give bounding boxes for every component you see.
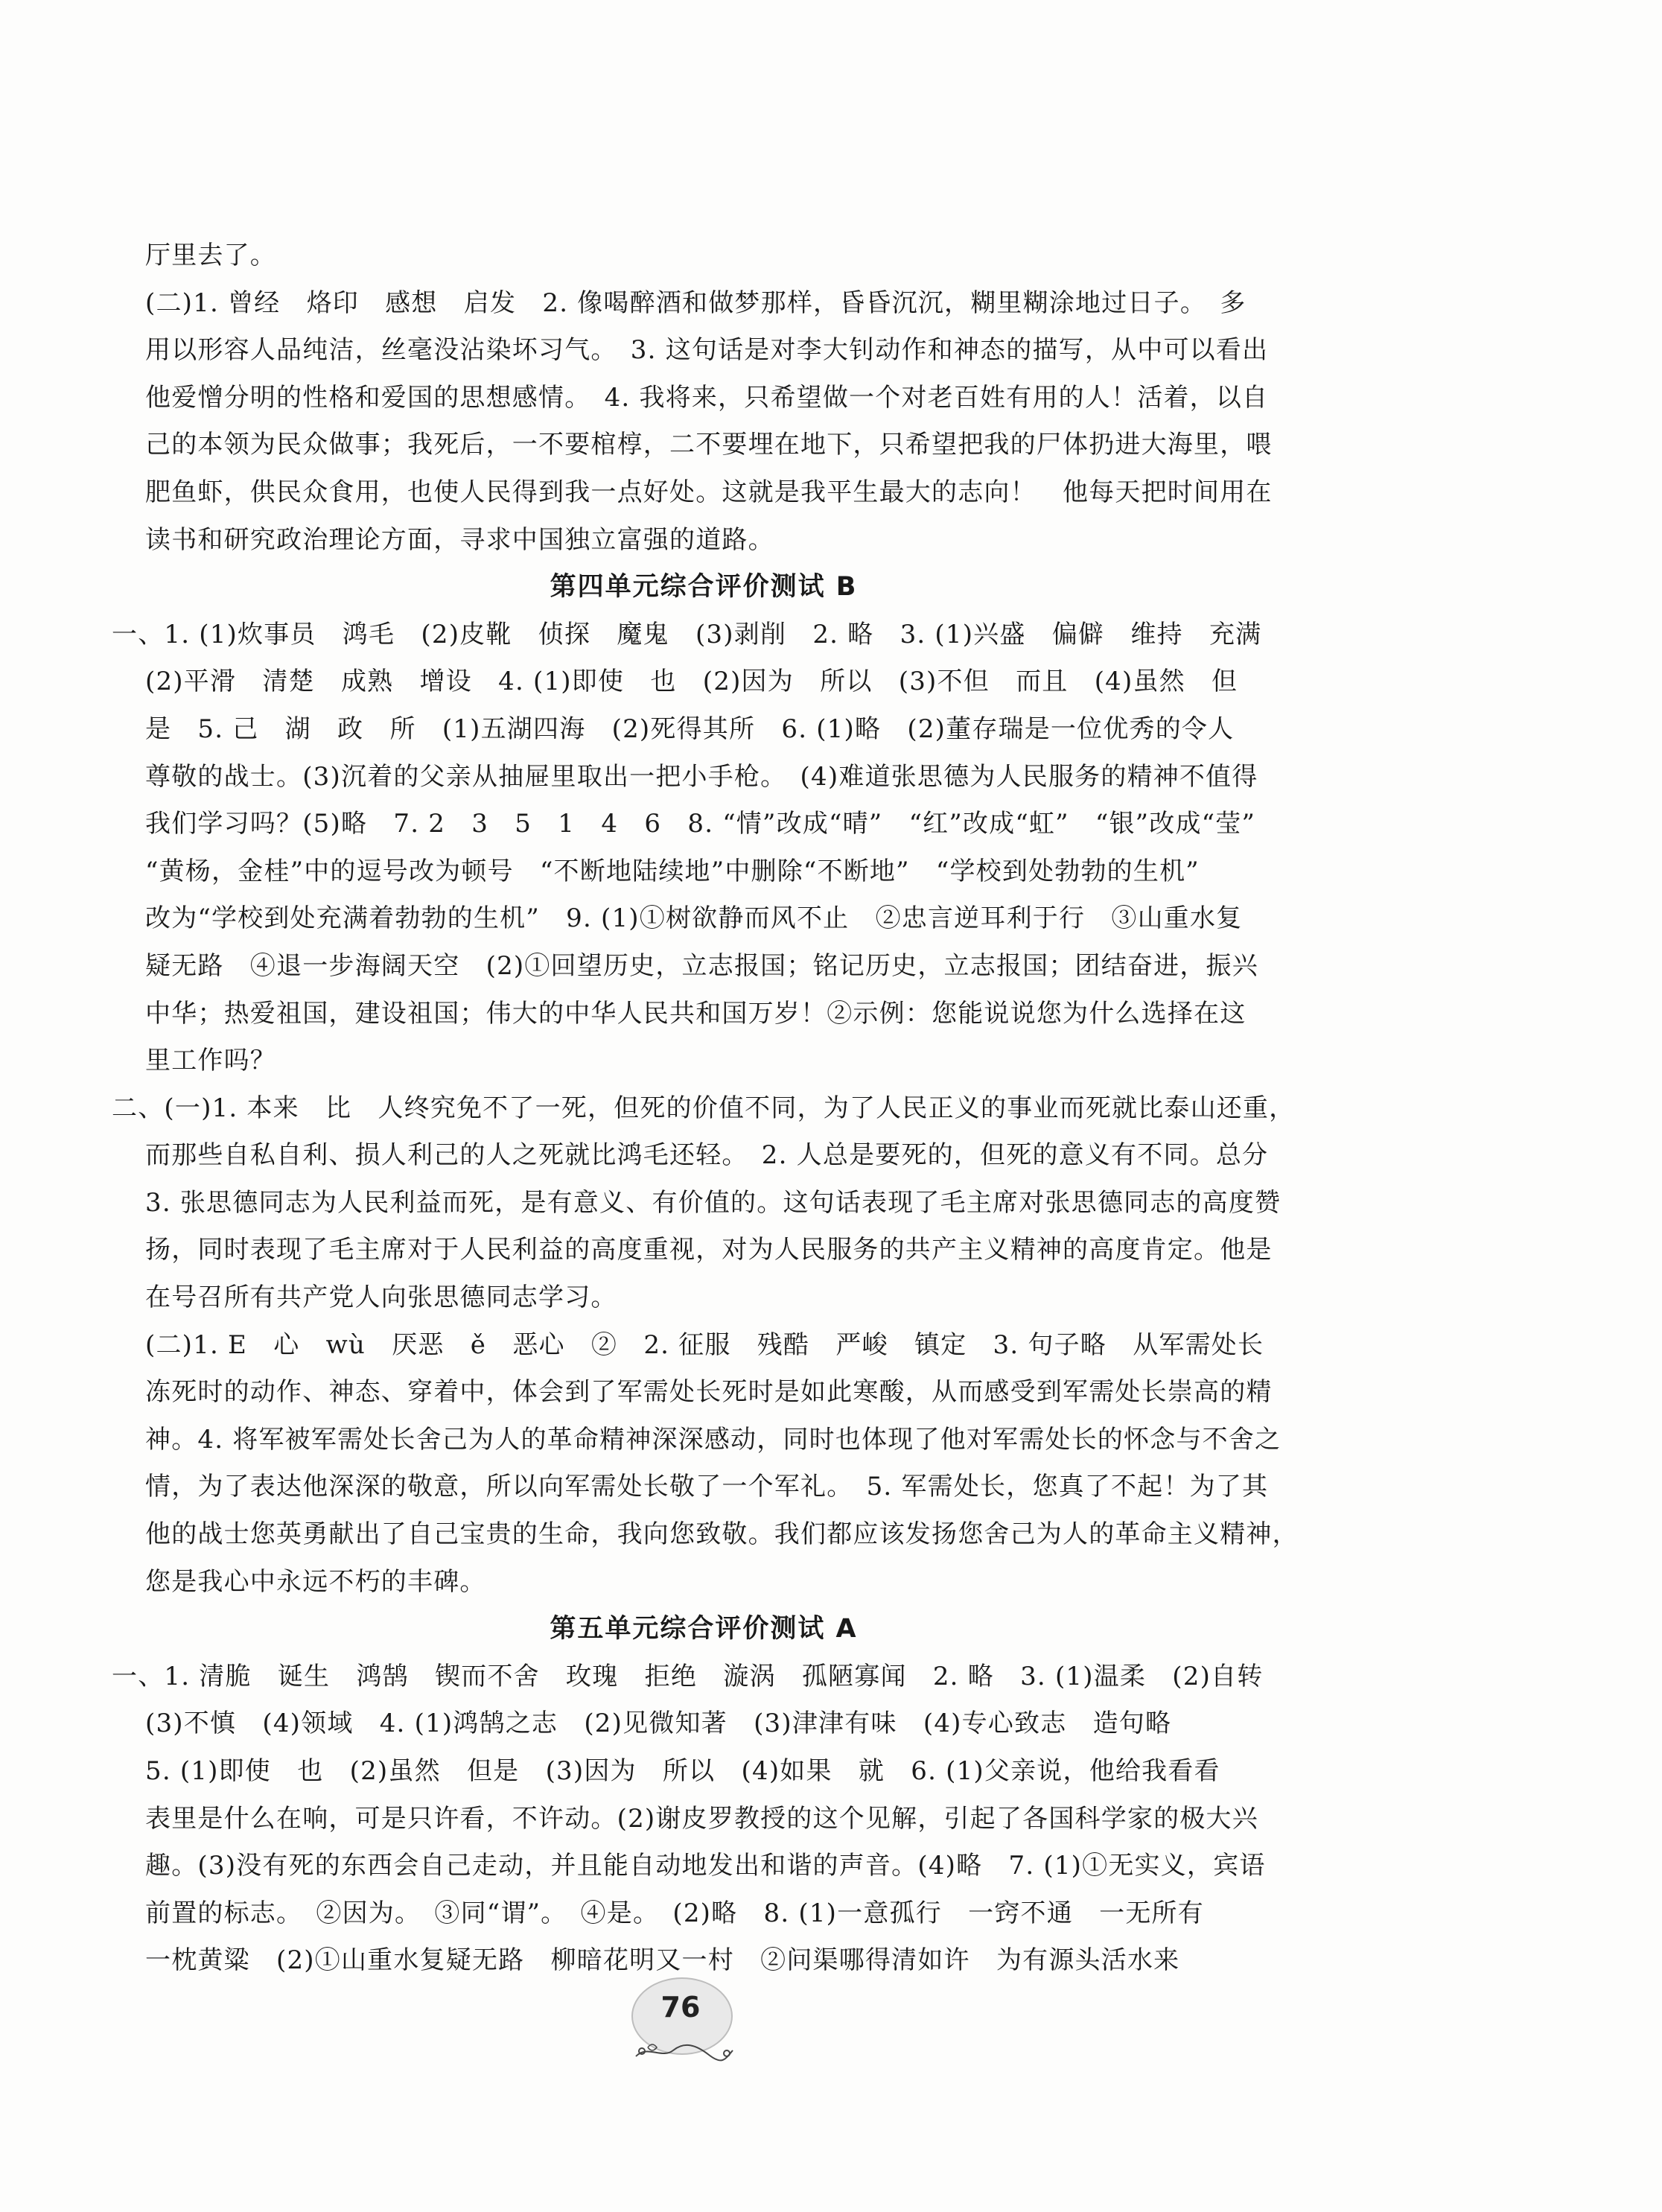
text-line: (二)1. 曾经 烙印 感想 启发 2. 像喝醉酒和做梦那样，昏昏沉沉，糊里糊涂地过日子。 多 (145, 287, 1246, 318)
text-line: 5. (1)即使 也 (2)虽然 但是 (3)因为 所以 (4)如果 就 6. (1)父亲说，他给我看看 (145, 1756, 1220, 1786)
text-line: 他爱憎分明的性格和爱国的思想感情。 4. 我将来，只希望做一个对老百姓有用的人！活着，以自 (145, 382, 1269, 413)
text-line: 3. 张思德同志为人民利益而死，是有意义、有价值的。这句话表现了毛主席对张思德同志的高度赞 (145, 1187, 1281, 1218)
text-line: 里工作吗？ (145, 1046, 276, 1076)
text-line: 而那些自私自利、损人利己的人之死就比鸿毛还轻。 2. 人总是要死的，但死的意义有不同。总分 (145, 1140, 1269, 1171)
text-line: (3)不慎 (4)领域 4. (1)鸿鹄之志 (2)见微知著 (3)津津有味 (4)专心致志 造句略 (145, 1709, 1172, 1739)
text-line: 一、1. (1)炊事员 鸿毛 (2)皮靴 侦探 魔鬼 (3)剥削 2. 略 3. (1)兴盛 偏僻 维持 充满 (112, 619, 1262, 649)
text-line: 他的战士您英勇献出了自己宝贵的生命，我向您致敬。我们都应该发扬您舍己为人的革命主义精神， (145, 1519, 1299, 1550)
text-line: (二)1. E 心 wù 厌恶 ě 恶心 ② 2. 征服 残酷 严峻 镇定 3. 句子略 从军需处长 (145, 1329, 1264, 1360)
text-line: 一、1. 清脆 诞生 鸿鹄 锲而不舍 玫瑰 拒绝 漩涡 孤陋寡闻 2. 略 3. (1)温柔 (2)自转 (112, 1661, 1264, 1691)
text-line: “黄杨，金桂”中的逗号改为顿号 “不断地陆续地”中删除“不断地” “学校到处勃勃的生机” (145, 856, 1200, 886)
text-line: (2)平滑 清楚 成熟 增设 4. (1)即使 也 (2)因为 所以 (3)不但 而且 (4)虽然 但 (145, 667, 1238, 697)
answer-text-block (112, 232, 1299, 1985)
section-heading-unit4-b: 第四单元综合评价测试 B (550, 572, 858, 603)
text-line: 改为“学校到处充满着勃勃的生机” 9. (1)①树欲静而风不止 ②忠言逆耳利于行 ③山重水复 (145, 903, 1243, 934)
text-line: 我们学习吗？(5)略 7. 2 3 5 1 4 6 8. “情”改成“晴” “红”改成“虹” “银”改成“莹” (145, 809, 1256, 839)
text-line: 肥鱼虾，供民众食用，也使人民得到我一点好处。这就是我平生最大的志向！ 他每天把时间用在 (145, 477, 1273, 507)
text-line: 读书和研究政治理论方面，寻求中国独立富强的道路。 (145, 524, 774, 555)
text-line: 是 5. 己 湖 政 所 (1)五湖四海 (2)死得其所 6. (1)略 (2)董存瑞是一位优秀的令人 (145, 714, 1235, 744)
text-line: 厅里去了。 (145, 241, 276, 270)
text-line: 冻死时的动作、神态、穿着中，体会到了军需处长死时是如此寒酸，从而感受到军需处长崇高的精 (145, 1377, 1273, 1408)
text-line: 尊敬的战士。(3)沉着的父亲从抽屉里取出一把小手枪。 (4)难道张思德为人民服务的精神不值得 (145, 761, 1258, 792)
text-line: 您是我心中永远不朽的丰碑。 (145, 1566, 486, 1597)
text-line: 扬，同时表现了毛主席对于人民利益的高度重视，对为人民服务的共产主义精神的高度肯定。他是 (145, 1235, 1273, 1265)
page-number-badge (621, 1976, 740, 2065)
page-number: 76 (660, 1991, 701, 2024)
text-line: 表里是什么在响，可是只许看，不许动。(2)谢皮罗教授的这个见解，引起了各国科学家的极大兴 (145, 1803, 1258, 1834)
text-line: 疑无路 ④退一步海阔天空 (2)①回望历史，立志报国；铭记历史，立志报国；团结奋进，振兴 (145, 950, 1258, 981)
text-line: 在号召所有共产党人向张思德同志学习。 (145, 1283, 617, 1313)
text-line: 二、(一)1. 本来 比 人终究免不了一死，但死的价值不同，为了人民正义的事业而死就比泰山还重， (112, 1093, 1296, 1123)
text-line: 一枕黄粱 (2)①山重水复疑无路 柳暗花明又一村 ②问渠哪得清如许 为有源头活水来 (145, 1945, 1180, 1976)
text-line: 前置的标志。 ②因为。 ③同“谓”。 ④是。 (2)略 8. (1)一意孤行 一窍不通 一无所有 (145, 1898, 1204, 1928)
text-line: 神。4. 将军被军需处长舍己为人的革命精神深深感动，同时也体现了他对军需处长的怀念与不舍之 (145, 1424, 1281, 1455)
section-heading-unit5-a: 第五单元综合评价测试 A (550, 1614, 858, 1644)
text-line: 己的本领为民众做事；我死后，一不要棺椁，二不要埋在地下，只希望把我的尸体扔进大海里，喂 (145, 430, 1273, 460)
text-line: 中华；热爱祖国，建设祖国；伟大的中华人民共和国万岁！②示例：您能说说您为什么选择在这 (145, 998, 1246, 1029)
text-line: 用以形容人品纯洁，丝毫没沾染坏习气。 3. 这句话是对李大钊动作和神态的描写，从中可以看出 (145, 335, 1269, 366)
text-line: 情，为了表达他深深的敬意，所以向军需处长敬了一个军礼。 5. 军需处长，您真了不起！为了其 (145, 1472, 1269, 1502)
text-line: 趣。(3)没有死的东西会自己走动，并且能自动地发出和谐的声音。(4)略 7. (1)①无实义，宾语 (145, 1851, 1266, 1881)
